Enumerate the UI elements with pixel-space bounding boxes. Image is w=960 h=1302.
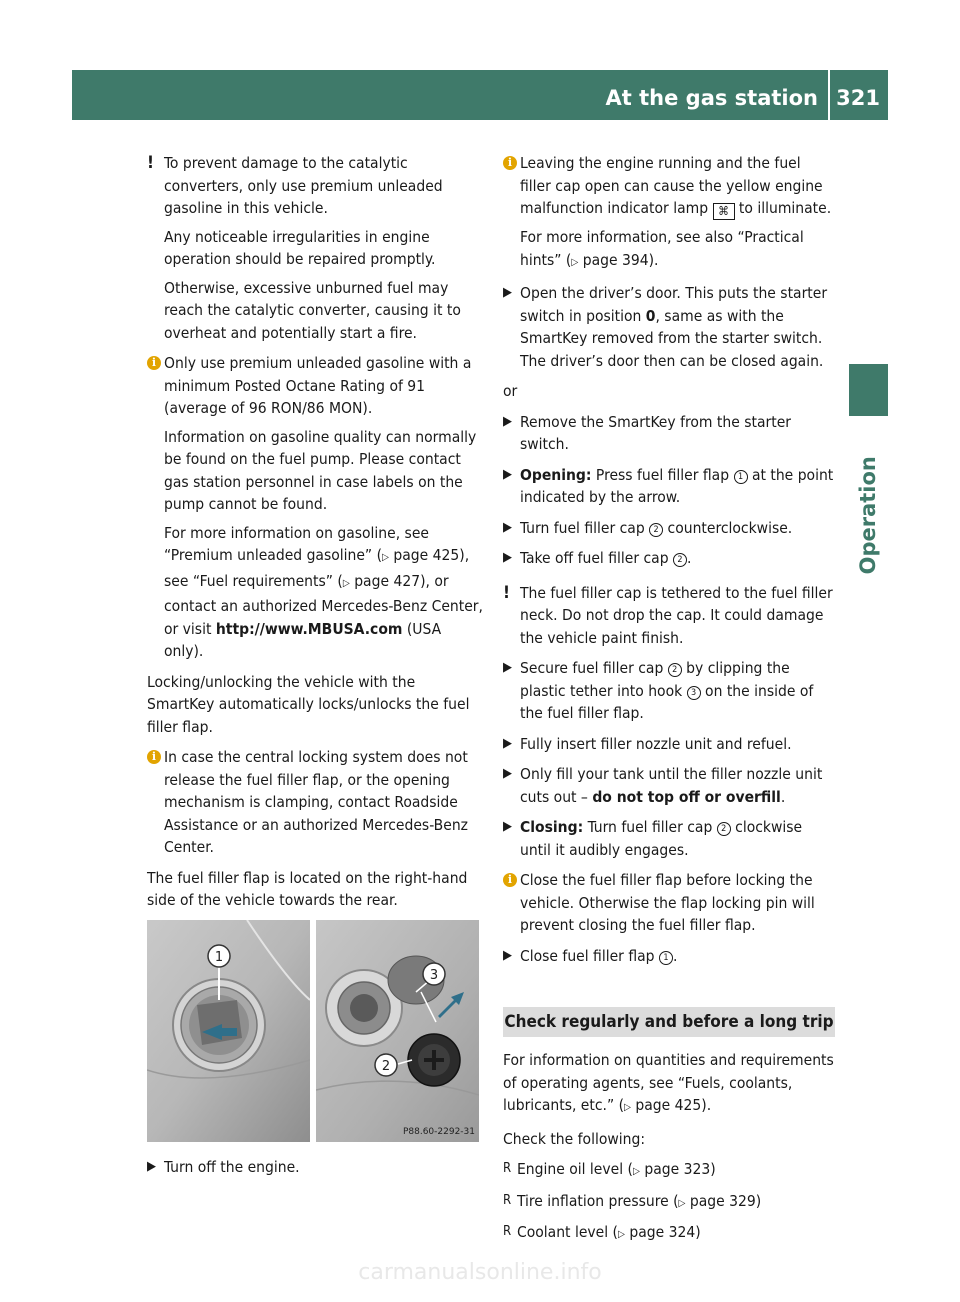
step-close-flap: ▶ Close fuel filler flap 1 . xyxy=(503,945,835,968)
side-tab xyxy=(849,364,888,416)
info-icon: i xyxy=(503,156,517,170)
or-text: or xyxy=(503,382,518,400)
list-item: R Tire inflation pressure (▷ page 329) xyxy=(503,1190,835,1216)
step-take-off-cap: ▶ Take off fuel filler cap 2 . xyxy=(503,547,835,570)
side-label xyxy=(849,430,888,600)
location-paragraph: The fuel filler flap is located on the right-hand side of the vehicle towards the rear. xyxy=(147,868,468,909)
info-text: In case the central locking system does not release the fuel filler flap, or the opening mechanism is clamping, contact Roadside Assistance or an authorized Mercedes-Benz Center. xyxy=(164,748,468,856)
check-intro: Check the following: xyxy=(503,1129,646,1148)
info-text-3: For more information on gasoline, see “Premium unleaded gasoline” (▷ page 425), see “Fuel requirements” (▷ page 427), or contact an authorized Mercedes-Benz Center, or visit http://www.MBUSA.com (USA only). xyxy=(164,523,483,660)
section-paragraph: For information on quantities and requirements of operating agents, see “Fuels, coolants, lubricants, etc.” (▷ page 425). xyxy=(503,1051,834,1114)
page-ref-icon: ▷ xyxy=(382,552,389,563)
mbusa-link[interactable]: http://www.MBUSA.com xyxy=(215,619,403,638)
callout-2-ref: 2 xyxy=(717,822,731,836)
callout-2-ref: 2 xyxy=(673,553,687,567)
fuel-cap-open-image xyxy=(316,920,479,1142)
left-column xyxy=(147,152,483,1186)
page-ref-icon: ▷ xyxy=(678,1197,686,1209)
image-code: P88.60-2292-31 xyxy=(402,1126,475,1137)
bullet-icon: R xyxy=(503,1161,512,1176)
arrow-icon: ▶ xyxy=(147,1158,156,1174)
info-note xyxy=(147,746,483,859)
step-turn-cap: ▶ Turn fuel filler cap 2 counterclockwise. xyxy=(503,517,835,540)
warning-icon: ! xyxy=(503,582,510,603)
section-heading: Check regularly and before a long trip xyxy=(503,1007,835,1037)
header-bar xyxy=(72,70,888,120)
callout-2-ref: 2 xyxy=(649,523,663,537)
fuel-flap-illustration xyxy=(147,920,479,1142)
step-text: Turn off the engine. xyxy=(164,1157,300,1176)
page-ref-icon: ▷ xyxy=(618,1229,625,1240)
header-divider xyxy=(828,70,830,120)
page-ref-icon: ▷ xyxy=(632,1166,640,1177)
right-column xyxy=(503,152,835,1253)
arrow-icon: ▶ xyxy=(503,413,512,429)
info-icon: i xyxy=(147,750,161,764)
list-item: R Coolant level (▷ page 324) xyxy=(503,1221,835,1247)
watermark: carmanualsonline.info xyxy=(358,1260,602,1285)
step-closing: ▶ Closing: Turn fuel filler cap 2 clockwise until it audibly engages. xyxy=(503,818,803,859)
warning-icon: ! xyxy=(147,153,154,173)
engine-malfunction-lamp-icon: ⌘ xyxy=(713,203,735,220)
callout-2-label: 2 xyxy=(381,1058,391,1074)
page-ref-icon: ▷ xyxy=(624,1102,631,1113)
step-open-door: ▶ Open the driver’s door. This puts the starter switch in position 0, same as with the SmartKey removed from the starter switch. The driver’s door then can be closed again. xyxy=(503,284,828,370)
step-secure-cap: ▶ Secure fuel filler cap 2 by clipping the plastic tether into hook 3 on the inside of the fuel filler flap. xyxy=(503,659,814,722)
warning-text-1: To prevent damage to the catalytic converters, only use premium unleaded gasoline in this vehicle. xyxy=(164,154,443,217)
warning-note: ! The fuel filler cap is tethered to the fuel filler neck. Do not drop the cap. It could damage the vehicle paint finish. xyxy=(503,582,833,647)
info-note xyxy=(503,152,835,274)
callout-3-ref: 3 xyxy=(687,686,701,700)
arrow-icon: ▶ xyxy=(503,819,512,834)
info-text-2: For more information, see also “Practical hints” (▷ page 394). xyxy=(520,228,804,269)
page-title: At the gas station xyxy=(605,86,818,110)
bullet-icon: R xyxy=(503,1192,512,1208)
info-note: i Close the fuel filler flap before locking the vehicle. Otherwise the flap locking pin will prevent closing the fuel filler flap. xyxy=(503,869,835,937)
step-insert-nozzle: ▶ Fully insert filler nozzle unit and refuel. xyxy=(503,733,835,756)
warning-note xyxy=(147,152,483,344)
arrow-icon: ▶ xyxy=(503,519,512,535)
callout-2-ref: 2 xyxy=(668,663,682,677)
arrow-icon: ▶ xyxy=(503,766,512,781)
callout-1-ref: 1 xyxy=(659,951,673,965)
callout-1-label: 1 xyxy=(214,949,224,965)
info-text-1: Leaving the engine running and the fuel filler cap open can cause the yellow engine malfunction indicator lamp ⌘ to illuminate. xyxy=(520,154,832,218)
side-label-text: Operation xyxy=(856,455,881,575)
info-icon: i xyxy=(147,356,161,370)
list-item: R Engine oil level (▷ page 323) xyxy=(503,1158,835,1184)
arrow-icon: ▶ xyxy=(503,947,512,963)
fuel-flap-closed-image xyxy=(147,920,310,1142)
callout-1-ref: 1 xyxy=(734,470,748,484)
info-icon: i xyxy=(503,873,517,887)
bullet-icon: R xyxy=(503,1224,512,1239)
step-remove-key: ▶ Remove the SmartKey from the starter switch. xyxy=(503,412,792,453)
page-number: 321 xyxy=(836,86,880,110)
locking-paragraph: Locking/unlocking the vehicle with the SmartKey automatically locks/unlocks the fuel filler flap. xyxy=(147,672,470,736)
arrow-icon: ▶ xyxy=(503,285,512,300)
page-ref-icon: ▷ xyxy=(342,577,350,589)
callout-3-label: 3 xyxy=(429,967,439,983)
arrow-icon: ▶ xyxy=(503,466,512,482)
step-fill: ▶ Only fill your tank until the filler nozzle unit cuts out – do not top off or overfill. xyxy=(503,765,823,806)
arrow-icon: ▶ xyxy=(503,550,512,565)
info-text-2: Information on gasoline quality can normally be found on the fuel pump. Please contact gas station personnel in case labels on the pump cannot be found. xyxy=(164,427,477,513)
arrow-icon: ▶ xyxy=(503,735,512,751)
step-opening: ▶ Opening: Press fuel filler flap 1 at the point indicated by the arrow. xyxy=(503,465,834,506)
warning-text-2: Any noticeable irregularities in engine operation should be repaired promptly. xyxy=(164,227,436,268)
warning-text-3: Otherwise, excessive unburned fuel may reach the catalytic converter, causing it to overheat and potentially start a fire. xyxy=(164,278,461,342)
info-note xyxy=(147,352,483,663)
info-text-1: Only use premium unleaded gasoline with a minimum Posted Octane Rating of 91 (average of 96 RON/86 MON). xyxy=(164,354,472,417)
page-ref-icon: ▷ xyxy=(571,256,579,268)
arrow-icon: ▶ xyxy=(503,660,512,675)
step-turn-off-engine xyxy=(147,1156,483,1179)
